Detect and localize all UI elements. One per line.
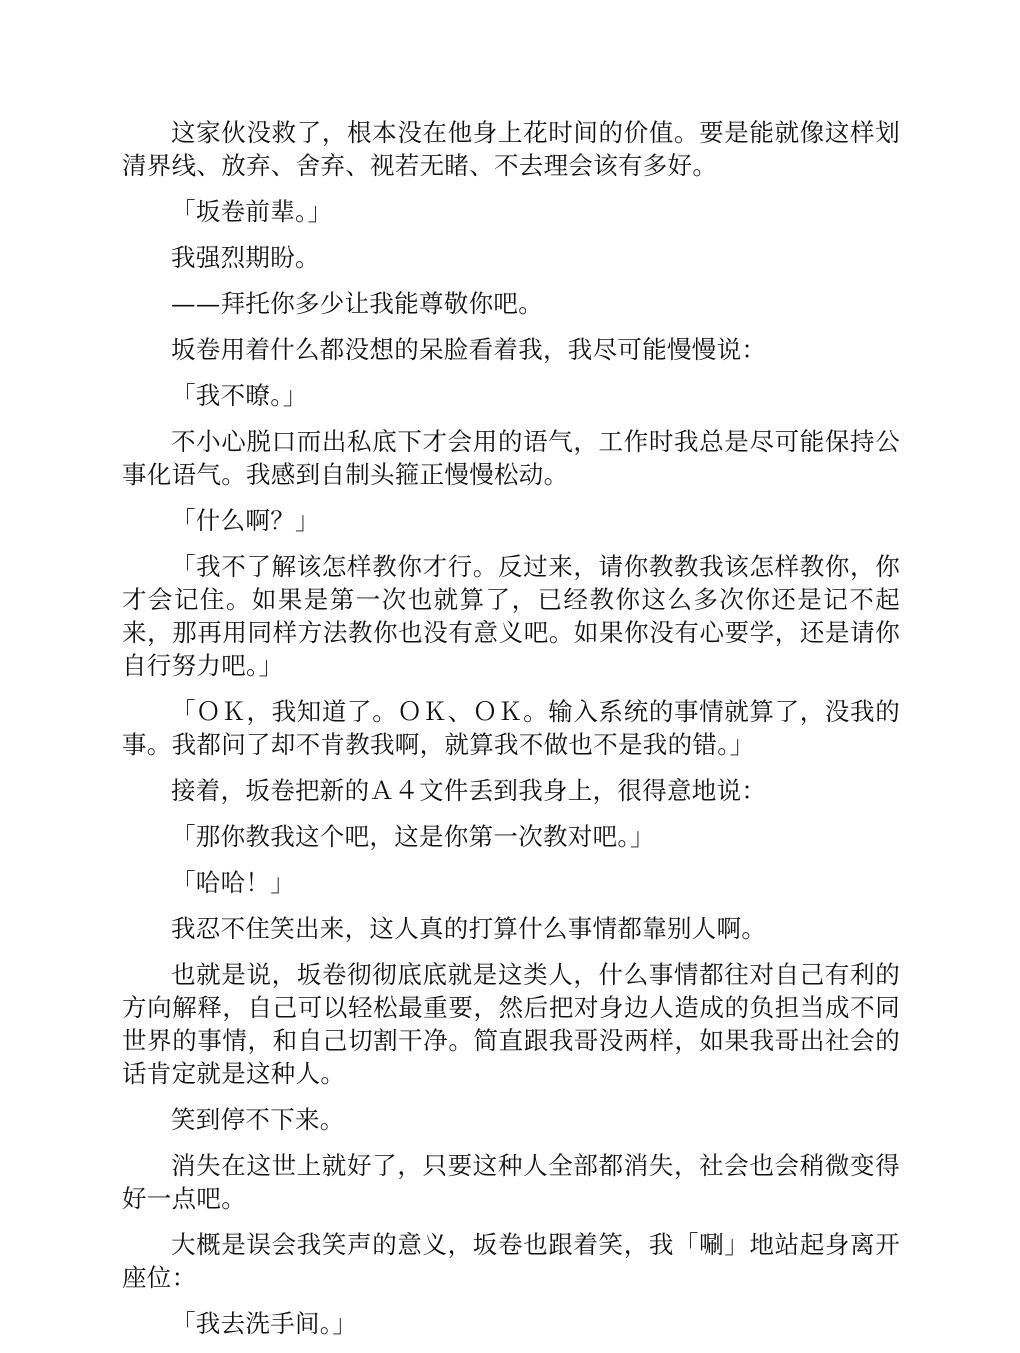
paragraph: 我忍不住笑出来，这人真的打算什么事情都靠别人啊。 [171, 914, 767, 943]
paragraph: 笑到停不下来。 [171, 1105, 345, 1134]
paragraph: 「坂卷前辈。」 [171, 197, 333, 226]
paragraph: 这家伙没救了，根本没在他身上花时间的价值。要是能就像这样划清界线、放弃、舍弃、视若无睹、不去理会该有多好。 [122, 118, 900, 180]
paragraph: 也就是说，坂卷彻彻底底就是这类人，什么事情都往对自己有利的方向解释，自己可以轻松最重要，然后把对身边人造成的负担当成不同世界的事情，和自己切割干净。简直跟我哥没两样，如果我哥出社会的话肯定就是这种人。 [122, 960, 900, 1088]
paragraph: 消失在这世上就好了，只要这种人全部都消失，社会也会稍微变得好一点吧。 [122, 1151, 900, 1213]
document-page [122, 116, 900, 1353]
paragraph: 大概是误会我笑声的意义，坂卷也跟着笑，我「唰」地站起身离开座位： [122, 1230, 900, 1292]
paragraph: 「我不暸。」 [171, 381, 308, 410]
paragraph: 坂卷用着什么都没想的呆脸看着我，我尽可能慢慢说： [171, 335, 767, 364]
paragraph: 不小心脱口而出私底下才会用的语气，工作时我总是尽可能保持公事化语气。我感到自制头箍正慢慢松动。 [122, 427, 900, 489]
paragraph: ——拜托你多少让我能尊敬你吧。 [171, 289, 543, 318]
paragraph: 「哈哈！」 [171, 868, 295, 897]
paragraph: 我强烈期盼。 [171, 243, 320, 272]
paragraph: 「那你教我这个吧，这是你第一次教对吧。」 [171, 822, 655, 851]
paragraph: 「我不了解该怎样教你才行。反过来，请你教教我该怎样教你，你才会记住。如果是第一次也就算了，已经教你这么多次你还是记不起来，那再用同样方法教你也没有意义吧。如果你没有心要学，还是请你自行努力吧。」 [122, 552, 900, 680]
paragraph: 「什么啊？」 [171, 506, 320, 535]
paragraph: 「ＯＫ，我知道了。ＯＫ、ＯＫ。输入系统的事情就算了，没我的事。我都问了却不肯教我啊，就算我不做也不是我的错。」 [122, 697, 900, 759]
paragraph: 接着，坂卷把新的Ａ４文件丢到我身上，很得意地说： [171, 776, 767, 805]
paragraph: 「我去洗手间。」 [171, 1309, 358, 1338]
